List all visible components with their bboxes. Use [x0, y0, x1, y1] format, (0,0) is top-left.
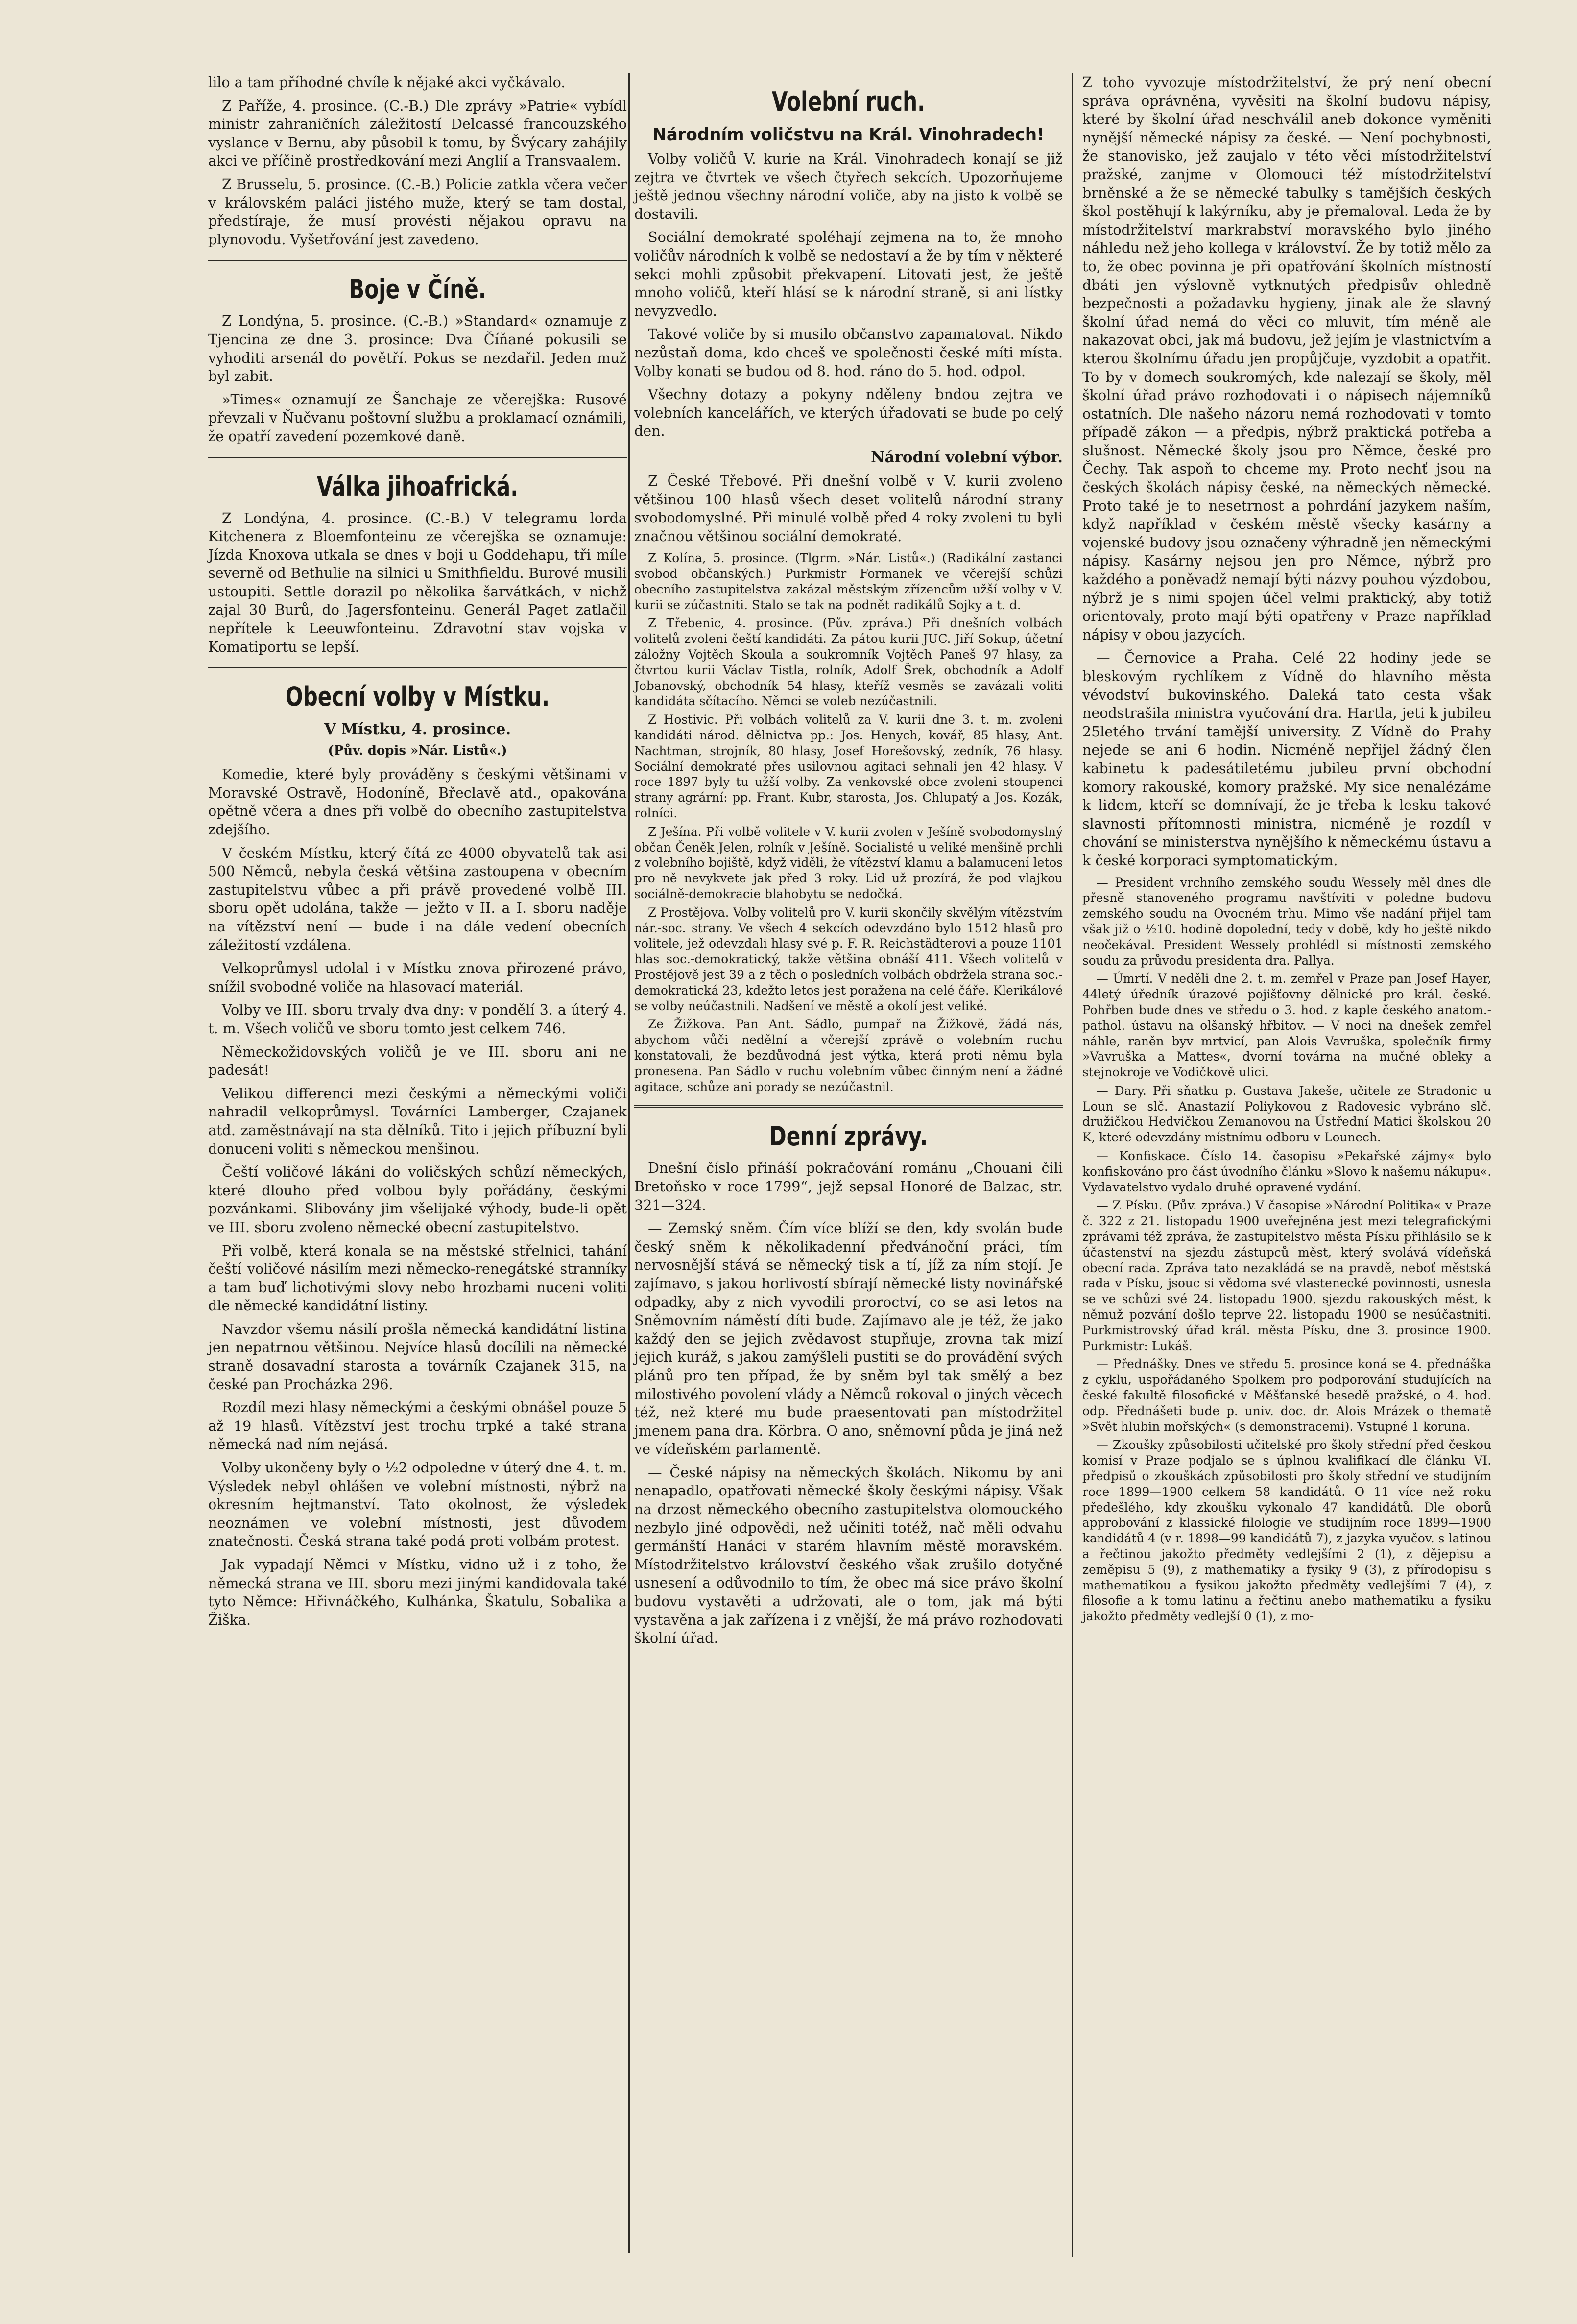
- paragraph: Z Prostějova. Volby volitelů pro V. kurii skončily skvělým vítězstvím nár.-soc. strany. Ve všech 4 sekcích odevzdáno bylo 1512 hlasů pro volitele, jež odevzdali hlasy své p. F. R. Reichstädterovi a pouze 1101 hlas soc.-demokratický, takže většina obnáší 411. Všech volitelů v Prostějově jest 39 a z těch o posledních volbách obdržela strana soc.-demokratická 23, kdežto letos jest poražena na celé čáře. Klerikálové se volby neúčastnili. Nadšení ve městě a okolí jest veliké.: [634, 905, 1063, 1013]
- subheading: Národním voličstvu na Král. Vinohradech!: [652, 125, 1045, 144]
- paragraph: Z toho vyvozuje místodržitelství, že prý není obecní správa oprávněna, vyvěsiti na školní budovu nápisy, které by školní úřad neschválil aneb dokonce vyměniti nynější německé nápisy za české. — Není pochybnosti, že stanovisko, jež zaujalo v této věci místodržitelství pražské, zanjme v Olomouci též místodržitelství brněnské a že se německé tabulky s tamějších českých škol postěhují k lakýrníku, aby je přemaloval. Leda že by místodržitelství markrabství moravského bylo jiného náhledu než jeho kollega v království. Že by totiž mělo za to, že obec povinna je při opatřování školních místností dbáti jen výslovně vytknutých předpisův ohledně bezpečnosti a požadavku hygieny, jinak ale že slavný školní úřad nemá do věci co mluvit, tím méně ale nakazovat obci, jak má budovu, jež jejím je vlastnictvím a kterou školnímu úřadu jen propůjčuje, vyzdobit a opatřit. To by v domech soukromých, kde nalezají se školy, měl školní úřad právo rozhodovati i o nápisech nájemníků ostatních. Dle našeho názoru nemá rozhodovati v tomto případě zákon — a předpis, nýbrž praktická potřeba a slušnost. Německé školy jsou pro Němce, české pro Čechy. Tak aspoň to chceme my. Proto nechť jsou na českých školách nápisy české, na německých německé. Proto také je to nesetrnost a pohrdání jazykem naším, když například v českém městě všecky kasárny a vojenské budovy jsou označeny výhradně jen německými nápisy. Kasárny nejsou jen pro Němce, nýbrž pro každého a poněvadž nemají býti názvy pouhou výzdobou, nýbrž je s nimi spojen účel velmi praktický, aby totiž orientovaly, proto mají býti opatřeny v Praze například nápisy v obou jazycích.: [1082, 74, 1491, 643]
- paragraph: Všechny dotazy a pokyny nděleny bndou zejtra ve volebních kancelářích, ve kterých úřadovati se bude po celý den.: [634, 386, 1063, 440]
- paragraph: Ze Žižkova. Pan Ant. Sádlo, pumpař na Žižkově, žádá nás, abychom vůči nedělní a včerejší zprávě o volebním ruchu konstatovali, že bezdůvodná jest výtka, která proti němu byla pronesena. Pan Sádlo v ruchu volebním vůbec činným není a žádné agitace, schůze ani porady se nezúčastnil.: [634, 1017, 1063, 1094]
- dateline: V Místku, 4. prosince.: [324, 720, 511, 738]
- paragraph: — Přednášky. Dnes ve středu 5. prosince koná se 4. přednáška z cyklu, uspořádaného Spolkem pro podporování studujících na české fakultě filosofické v Měšťanské besedě pražské, o 4. hod. odp. Přednášeti bude p. univ. doc. dr. Alois Mrázek o thematě »Svět hlubin mořských« (s demonstracemi). Vstupné 1 koruna.: [1082, 1357, 1491, 1434]
- section-heading: Obecní volby v Místku.: [285, 681, 550, 712]
- paragraph: Velkoprůmysl udolal i v Místku znova přirozené právo, snížil svobodné voliče na hlasovací materiál.: [208, 960, 627, 995]
- paragraph: — Zkoušky způsobilosti učitelské pro školy střední před českou komisí v Praze podjalo se s úplnou kvalifikací dle článku VI. předpisů o zkouškách způsobilosti pro školy střední ve studijním roce 1899—1900 celkem 58 kandidátů. O 11 více než roku předešlého, kdy zkoušku vykonalo 47 kandidátů. Dle oborů approbování z klassické filologie ve studijním roce 1899—1900 kandidátů 4 (v r. 1898—99 kandidátů 7), z jazyka vyučov. s latinou a řečtinou jakožto předměty vedlejšími 2 (1), z dějepisu a zeměpisu 5 (9), z mathematiky a fysiky 9 (3), z přírodopisu s mathematikou a fysikou jakožto předměty vedlejšími 7 (4), z filosofie a k tomu latinu a řečtinu anebo mathematiku a fysiku jakožto předměty vedlejší 0 (1), z mo-: [1082, 1438, 1491, 1624]
- section-heading: Volební ruch.: [771, 86, 926, 117]
- section-divider: [634, 1105, 1063, 1108]
- paragraph: — Konfiskace. Číslo 14. časopisu »Pekařské zájmy« bylo konfiskováno pro část úvodního článku »Slovo k našemu nákupu«. Vydavatelstvo vydalo druhé opravené vydání.: [1082, 1149, 1491, 1194]
- paragraph: Z Třebenic, 4. prosince. (Pův. zpráva.) Při dnešních volbách volitelů zvoleni čeští kandidáti. Za pátou kurii JUC. Jiří Sokup, účetní záložny Vojtěch Skoula a soukromník Vojtěch Paneš 97 hlasy, za čtvrtou kurii Václav Tistla, rolník, Adolf Šrek, obchodník a Adolf Jobanovský, obchodník 54 hlasy, kteříž vesměs se zavázali voliti kandidáta sčítacího. Němci se voleb nezúčastnili.: [634, 616, 1063, 709]
- paragraph: Velikou differenci mezi českými a německými voliči nahradil velkoprůmysl. Továrníci Lamberger, Czajanek atd. zaměstnávají na sta dělníků. Tito i jejich příbuzní byli donuceni voliti s německou menšinou.: [208, 1085, 627, 1157]
- paragraph: Z Paříže, 4. prosince. (C.-B.) Dle zprávy »Patrie« vybídl ministr zahraničních záležitostí Delcassé francouzského vyslance v Bernu, aby působil k tomu, by Švýcary zahájily akci ve příčině prostředkování mezi Anglií a Transvaalem.: [208, 97, 627, 169]
- column-rule: [1072, 73, 1073, 2257]
- column-right: [1082, 73, 1491, 1627]
- paragraph: — President vrchního zemského soudu Wessely měl dnes dle přesně stanoveného programu navštíviti v poledne budovu zemského soudu na Ovocném trhu. Mimo vše nadání přijel tam však již o ½10. hodině dopolední, tedy v době, kdy ho ještě nikdo neočekával. President Wessely prohlédl si místnosti zemského soudu za průvodu presidenta dra. Pallya.: [1082, 875, 1491, 968]
- paragraph: Komedie, které byly prováděny s českými většinami v Moravské Ostravě, Hodoníně, Břeclavě atd., opakována opětně včera a dnes při volbě do obecního zastupitelstva zdejšího.: [208, 766, 627, 838]
- paragraph: — České nápisy na německých školách. Nikomu by ani nenapadlo, opatřovati německé školy českými nápisy. Však na drzost německého obecního zastupitelstva olomouckého nezbylo jiné odpovědi, než učiniti totéž, nač měli odvahu germánští Hanáci v starém hlavním městě moravském. Místodržitelstvo království českého však zrušilo dotyčné usnesení a odůvodnilo to tím, že obec má sice právo školní budovu vystavěti a udržovati, ale o tom, jak má býti vystavěna a jak zařízena i z vnější, že má právo rozhodovati školní úřad.: [634, 1464, 1063, 1647]
- section-divider: [208, 457, 627, 458]
- section-heading: Denní zprávy.: [769, 1121, 928, 1152]
- paragraph: Německožidovských voličů je ve III. sboru ani ne padesát!: [208, 1043, 627, 1079]
- paragraph: Sociální demokraté spoléhají zejmena na to, že mnoho voličův národních k volbě se nedostaví a že by tím v některé sekci mohli způsobit překvapení. Litovati jest, že ještě mnoho voličů, kteří hlásí se k národní straně, si ani lístky nevyzvedlo.: [634, 229, 1063, 319]
- paragraph: Z České Třebové. Při dnešní volbě v V. kurii zvoleno většinou 100 hlasů všech deset volitelů národní strany svobodomyslné. Při minulé volbě před 4 roky zvoleni tu byli značnou většinou sociální demokraté.: [634, 472, 1063, 545]
- paragraph: Dnešní číslo přináší pokračování románu „Chouani čili Bretoňsko v roce 1799“, jejž sepsal Honoré de Balzac, str. 321—324.: [634, 1160, 1063, 1213]
- paragraph: Z Brusselu, 5. prosince. (C.-B.) Policie zatkla včera večer v královském paláci jistého muže, který se tam dostal, předstíraje, že musí provésti nějakou opravu na plynovodu. Vyšetřování jest zavedeno.: [208, 175, 627, 248]
- paragraph: Rozdíl mezi hlasy německými a českými obnášel pouze 5 až 19 hlasů. Vítězství jest trochu trpké a také strana německá nad ním nejásá.: [208, 1399, 627, 1453]
- paragraph: »Times« oznamují ze Šanchaje ze včerejška: Rusové převzali v Ňučvanu poštovní službu a proklamací oznámili, že opatří zavedení pozemkové daně.: [208, 391, 627, 445]
- paragraph: lilo a tam příhodné chvíle k nějaké akci vyčkávalo.: [208, 74, 566, 91]
- paragraph: Takové voliče by si musilo občanstvo zapamatovat. Nikdo nezůstaň doma, kdo chceš ve společnosti české míti místa. Volby konati se budou od 8. hod. ráno do 5. hod. odpol.: [634, 326, 1063, 379]
- paragraph: Z Ješína. Při volbě volitele v V. kurii zvolen v Ješíně svobodomyslný občan Čeněk Jelen, rolník v Ješíně. Socialisté u veliké menšině prchli z volebního bojiště, když viděli, že vítězství klamu a balamucení letos pro ně nevykvete jak před 3 roky. Lid už prozírá, že pod vlajkou sociálně-demokracie blahobytu se nedočká.: [634, 824, 1063, 901]
- paragraph: Čeští voličové lákáni do voličských schůzí německých, které dlouho před volbou byly pořádány, českými pozvánkami. Slibovány jim všelijaké výhody, bude-li opět ve III. sboru zvoleno německé obecní zastupitelstvo.: [208, 1163, 627, 1235]
- paragraph: Volby ukončeny byly o ½2 odpoledne v úterý dne 4. t. m. Výsledek nebyl ohlášen ve volební místnosti, nýbrž na okresním hejtmanství. Tato okolnost, že výsledek neoznámen ve volební místnosti, jest důvodem znatečnosti. Česká strana také podá proti volbám protest.: [208, 1459, 627, 1550]
- column-middle: [634, 73, 1063, 1653]
- section-heading: Válka jihoafrická.: [316, 471, 519, 502]
- paragraph: — Úmrtí. V neděli dne 2. t. m. zemřel v Praze pan Josef Hayer, 44letý úředník úrazové pojišťovny dělnické pro král. české. Pohřben bude dnes ve středu o 3. hod. z kaple českého anatom.-pathol. ústavu na olšanský hřbitov. — V noci na dnešek zemřel náhle, raněn byv mrtvicí, pan Alois Vavruška, společník firmy »Vavruška a Mattes«, dvorní továrna na mučné obleky a stejnokroje ve Vodičkově ulici.: [1082, 972, 1491, 1080]
- paragraph: Jak vypadají Němci v Místku, vidno už i z toho, že německá strana ve III. sboru mezi jinými kandidovala také tyto Němce: Hřivnáčkého, Kulhánka, Škatulu, Sobalika a Žiška.: [208, 1556, 627, 1628]
- paragraph: Při volbě, která konala se na městské střelnici, tahání čeští voličové násilím mezi německo-renegátské stranníky a tam buď lichotivými slovy nebo hrozbami nuceni voliti dle německé kandidátní listiny.: [208, 1242, 627, 1314]
- paragraph: Z Hostivic. Při volbách volitelů za V. kurii dne 3. t. m. zvoleni kandidáti národ. dělnictva pp.: Jos. Henych, kovář, 85 hlasy, Ant. Nachtman, strojník, 80 hlasy, Josef Horešovský, zedník, 76 hlasy. Sociální demokraté přes usilovnou agitaci sehnali jen 42 hlasy. V roce 1897 byly tu užší volby. Za venkovské obce zvoleni stoupenci strany agrární: pp. Frant. Kubr, starosta, Jos. Chlupatý a Jos. Kozák, rolníci.: [634, 712, 1063, 821]
- paragraph: Navzdor všemu násilí prošla německá kandidátní listina jen nepatrnou většinou. Nejvíce hlasů docílili na německé straně dosavadní starosta a továrník Czajanek 315, na české pan Procházka 296.: [208, 1320, 627, 1393]
- section-divider: [208, 667, 627, 668]
- column-rule: [628, 73, 630, 2253]
- paragraph: — Černovice a Praha. Celé 22 hodiny jede se bleskovým rychlíkem z Vídně do hlavního města vévodství bukovinského. Daleká tato cesta však neodstrašila ministra vyučování dra. Hartla, jeti k jubileu 25letého trvání tamější university. Z Vídně do Prahy nejede se ani 6 hodin. Nicméně nepřijel žádný člen kabinetu k padesátiletému jubileu první obchodní komory rakouské, komory pražské. My sice nenalézáme k lidem, kteří se domnívají, že je třeba k lesku takové slavnosti přítomnosti ministra, nicméně je rozdíl v chování se ministerstva nynějšího k německému ústavu a k české korporaci symptomatickým.: [1082, 649, 1491, 869]
- paragraph: V českém Místku, který čítá ze 4000 obyvatelů tak asi 500 Němců, nebyla česká většina zastoupena v obecním zastupitelstvu vůbec a při právě provedené volbě III. sboru opět udolána, takže — ježto v II. a I. sboru naděje na vítězství není — bude i na dále vedení obecních záležitostí vzdálena.: [208, 844, 627, 953]
- paragraph: Volby voličů V. kurie na Král. Vinohradech konají se již zejtra ve čtvrtek ve všech čtyřech sekcích. Upozorňujeme ještě jednou všechny národní voliče, aby na jisto k volbě se dostavili.: [634, 150, 1063, 222]
- paragraph: Z Kolína, 5. prosince. (Tlgrm. »Nár. Listů«.) (Radikální zastanci svobod občanských.) Purkmistr Formanek ve včerejší schůzi obecního zastupitelstva zakázal městským zřízencům užší volby v V. kurii se zúčastniti. Stalo se tak na podnět radikálů Sojky a t. d.: [634, 551, 1063, 612]
- column-left: [208, 73, 627, 1634]
- paragraph: — Dary. Při sňatku p. Gustava Jakeše, učitele ze Stradonic u Loun se slč. Anastazií Poliykovou z Radovesic vybráno slč. družičkou Hedvičkou Zemanovou na Ústřední Matici školskou 20 K, které odevzdány místnímu odboru v Lounech.: [1082, 1083, 1491, 1145]
- paragraph: — Zemský sněm. Čím více blíží se den, kdy svolán bude český sněm k několikadenní předvánoční práci, tím nervosnější stává se německý tisk a tí, jíž za ním stojí. Je zajímavo, s jakou horlivostí sbírají německé listy novinářské odpadky, aby z nich vyvodili proroctví, co se asi letos na Sněmovním náměstí díti bude. Zajímavo ale je též, že jako každý den se jejich zvědavost stupňuje, zrovna tak mizí jejich kuráž, s jakou zamýšleli pustiti se do provádění svých plánů pro ten případ, že by sněm byl tak smělý a bez milostivého povolení vlády a Němců rokoval o jiných věcech též, než které mu bude praesentovati pan místodržitel jmenem pana dra. Körbra. O ano, sněmovní půda je jiná než ve vídeňském parlamentě.: [634, 1220, 1063, 1458]
- source-note: (Pův. dopis »Nár. Listů«.): [328, 743, 507, 759]
- paragraph: Z Londýna, 5. prosince. (C.-B.) »Standard« oznamuje z Tjencina ze dne 3. prosince: Dva Číňané pokusili se vyhoditi arsenál do povětří. Pokus se nezdařil. Jeden muž byl zabit.: [208, 312, 627, 385]
- section-divider: [208, 260, 627, 261]
- paragraph: Volby ve III. sboru trvaly dva dny: v pondělí 3. a úterý 4. t. m. Všech voličů ve sboru tomto jest celkem 746.: [208, 1001, 627, 1037]
- paragraph: Z Londýna, 4. prosince. (C.-B.) V telegramu lorda Kitchenera z Bloemfonteinu ze včerejška se oznamuje: Jízda Knoxova utkala se dnes v boji u Goddehapu, tři míle severně od Bethulie na silnici u Smithfieldu. Burové musili ustoupiti. Settle dorazil po několika šarvátkách, v nichž zajal 30 Burů, do Jagersfonteinu. Generál Paget zatlačil nepřítele k Leeuwfonteinu. Zdravotní stav vojska v Komatiportu se lepší.: [208, 509, 627, 655]
- signature: Národní volební výbor.: [871, 448, 1063, 466]
- paragraph: — Z Písku. (Pův. zpráva.) V časopise »Národní Politika« v Praze č. 322 z 21. listopadu 1900 uveřejněna jest mezi telegrafickými zprávami též zpráva, že zastupitelstvo města Písku přihlásilo se k účastenství na sjezdu zástupců měst, který svolává vídeňská obecní rada. Zpráva tato nezakládá se na pravdě, neboť městská rada v Písku, jsouc si vědoma své vlastenecké povinnosti, usnesla se ve schůzi své 24. listopadu 1900, sjezdu rakouských měst, k němuž pozvání došlo teprve 22. listopadu 1900 se nesúčastniti. Purkmistrovský úřad král. města Písku, dne 3. prosince 1900. Purkmistr: Lukáš.: [1082, 1198, 1491, 1353]
- section-heading: Boje v Číně.: [349, 274, 486, 305]
